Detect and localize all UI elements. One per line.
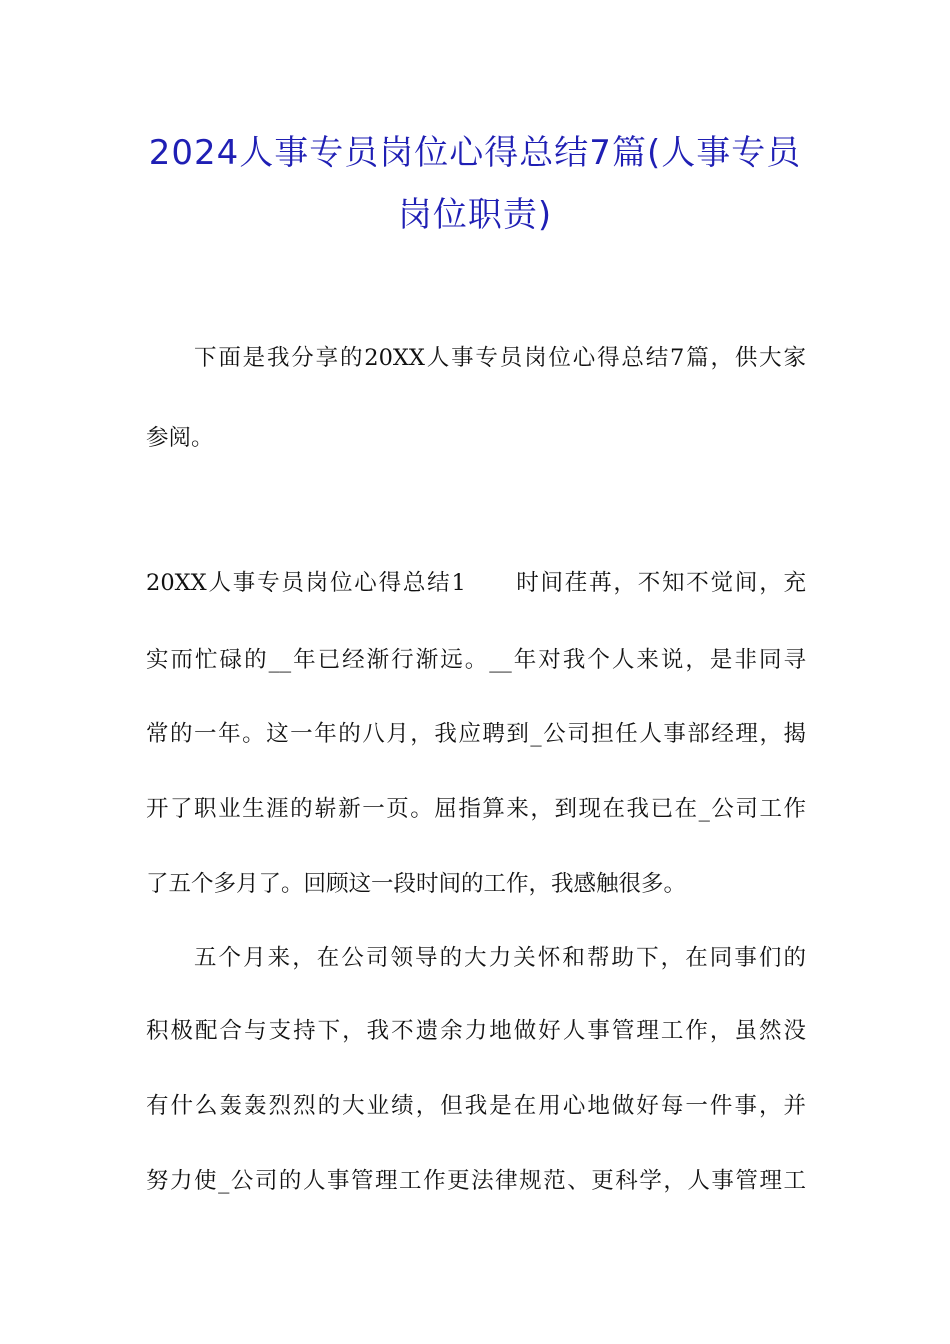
intro-line-2: 参阅。 bbox=[146, 425, 214, 451]
section2-line-3: 有什么轰轰烈烈的大业绩，但我是在用心地做好每一件事，并 bbox=[146, 1093, 806, 1119]
section2-line-4: 努力使_公司的人事管理工作更法律规范、更科学，人事管理工 bbox=[146, 1168, 806, 1194]
title-line-2: 岗位职责) bbox=[397, 195, 553, 235]
section1-line-4: 开了职业生涯的崭新一页。屈指算来，到现在我已在_公司工作 bbox=[146, 796, 806, 822]
title-line-1: 2024人事专员岗位心得总结7篇(人事专员 bbox=[148, 133, 802, 173]
section2-line-1: 五个月来，在公司领导的大力关怀和帮助下，在同事们的 bbox=[194, 945, 806, 971]
section1-line-1: 20XX人事专员岗位心得总结1 时间荏苒，不知不觉间，充 bbox=[146, 570, 806, 596]
section1-line-2: 实而忙碌的__年已经渐行渐远。__年对我个人来说，是非同寻 bbox=[146, 647, 806, 673]
document-title bbox=[140, 122, 810, 246]
intro-line-1: 下面是我分享的20XX人事专员岗位心得总结7篇，供大家 bbox=[194, 345, 806, 371]
section2-line-2: 积极配合与支持下，我不遗余力地做好人事管理工作，虽然没 bbox=[146, 1018, 806, 1044]
section1-line-5: 了五个多月了。回顾这一段时间的工作，我感触很多。 bbox=[146, 871, 687, 897]
section1-line-3: 常的一年。这一年的八月，我应聘到_公司担任人事部经理，揭 bbox=[146, 721, 806, 747]
